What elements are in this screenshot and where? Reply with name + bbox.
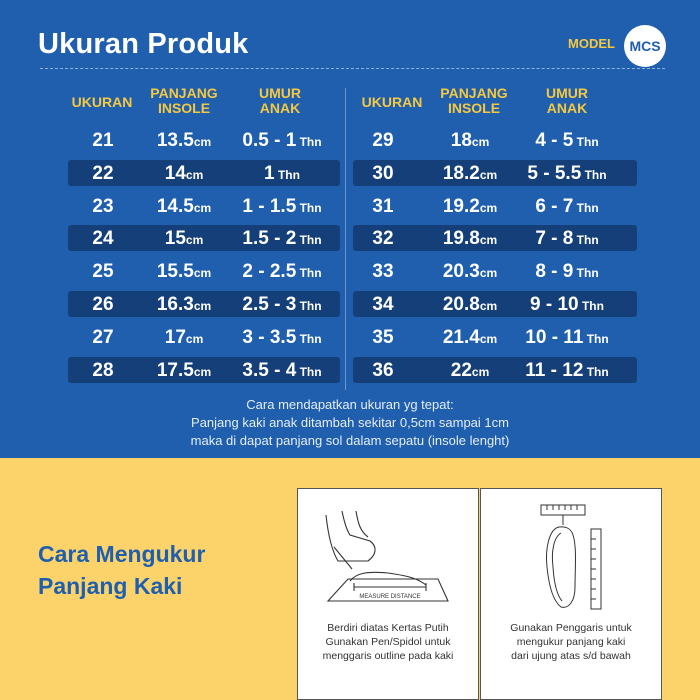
header-size-left: UKURAN xyxy=(71,94,133,110)
size-cell: 25 xyxy=(92,261,114,283)
size-cell: 23 xyxy=(92,195,114,217)
page-title: Ukuran Produk xyxy=(38,28,249,60)
insole-cell: 15cm xyxy=(164,228,204,250)
size-cell: 26 xyxy=(92,294,114,315)
insole-cell: 18.2cm xyxy=(442,162,498,184)
age-cell: 1 Thn xyxy=(264,162,300,184)
size-cell: 30 xyxy=(372,162,394,184)
header-age-left: UMUR ANAK xyxy=(259,85,301,116)
header-insole-right: PANJANG INSOLE xyxy=(440,85,508,116)
header-size-right: UKURAN xyxy=(361,94,423,110)
age-cell: 9 - 10 Thn xyxy=(530,294,604,315)
insole-cell: 15.5cm xyxy=(156,261,212,283)
title-divider xyxy=(40,68,665,69)
insole-cell: 19.2cm xyxy=(442,195,498,217)
insole-cell: 16.3cm xyxy=(156,294,212,315)
size-cell: 35 xyxy=(372,326,394,348)
size-cell: 31 xyxy=(372,195,394,217)
size-cell: 32 xyxy=(372,228,394,250)
measure-distance-label: MEASURE DISTANCE xyxy=(359,594,421,600)
size-cell: 33 xyxy=(372,261,394,283)
card-trace-caption: Berdiri diatas Kertas Putih Gunakan Pen/Spidol untuk menggaris outline pada kaki xyxy=(322,622,454,662)
age-cell: 0.5 - 1 Thn xyxy=(242,130,322,151)
insole-cell: 13.5cm xyxy=(156,130,212,151)
model-badge: MCS xyxy=(624,25,666,67)
insole-cell: 14.5cm xyxy=(156,195,212,217)
age-cell: 11 - 12 Thn xyxy=(525,359,609,381)
age-cell: 3.5 - 4 Thn xyxy=(242,359,322,381)
insole-cell: 20.8cm xyxy=(442,294,498,315)
size-cell: 27 xyxy=(92,326,114,348)
note-line-2: Panjang kaki anak ditambah sekitar 0,5cm sampai 1cm xyxy=(191,415,509,430)
size-cell: 24 xyxy=(92,228,114,250)
age-cell: 3 - 3.5 Thn xyxy=(242,326,322,348)
age-cell: 1 - 1.5 Thn xyxy=(242,195,322,217)
age-cell: 5 - 5.5 Thn xyxy=(527,162,607,184)
model-label: MODEL xyxy=(568,36,615,51)
age-cell: 2.5 - 3 Thn xyxy=(242,294,322,315)
note-line-1: Cara mendapatkan ukuran yg tepat: xyxy=(246,397,454,412)
size-cell: 34 xyxy=(372,294,394,315)
age-cell: 8 - 9 Thn xyxy=(535,261,599,283)
insole-cell: 22cm xyxy=(450,359,490,381)
size-cell: 28 xyxy=(92,359,114,381)
insole-cell: 18cm xyxy=(450,130,490,151)
age-cell: 2 - 2.5 Thn xyxy=(242,261,322,283)
age-cell: 6 - 7 Thn xyxy=(535,195,599,217)
howto-title: Cara Mengukur Panjang Kaki xyxy=(38,541,206,599)
age-cell: 10 - 11 Thn xyxy=(525,326,609,348)
header-insole-left: PANJANG INSOLE xyxy=(150,85,218,116)
insole-cell: 19.8cm xyxy=(442,228,498,250)
insole-cell: 21.4cm xyxy=(442,326,498,348)
insole-cell: 20.3cm xyxy=(442,261,498,283)
card-ruler-caption: Gunakan Penggaris untuk mengukur panjang kaki dari ujung atas s/d bawah xyxy=(510,622,632,662)
insole-cell: 17cm xyxy=(164,326,204,348)
insole-cell: 14cm xyxy=(164,162,204,184)
instruction-card-trace xyxy=(297,488,479,700)
age-cell: 4 - 5 Thn xyxy=(535,130,599,151)
header-age-right: UMUR ANAK xyxy=(546,85,588,116)
size-cell: 29 xyxy=(372,130,394,151)
instruction-card-ruler xyxy=(480,488,662,700)
foot-trace-illustration xyxy=(298,489,480,619)
size-cell: 36 xyxy=(372,359,394,381)
ruler-illustration xyxy=(481,489,663,619)
age-cell: 7 - 8 Thn xyxy=(535,228,599,250)
note-line-3: maka di dapat panjang sol dalam sepatu (insole lenght) xyxy=(190,433,510,448)
age-cell: 1.5 - 2 Thn xyxy=(242,228,322,250)
size-cell: 22 xyxy=(92,162,114,184)
size-cell: 21 xyxy=(92,130,114,151)
insole-cell: 17.5cm xyxy=(156,359,212,381)
